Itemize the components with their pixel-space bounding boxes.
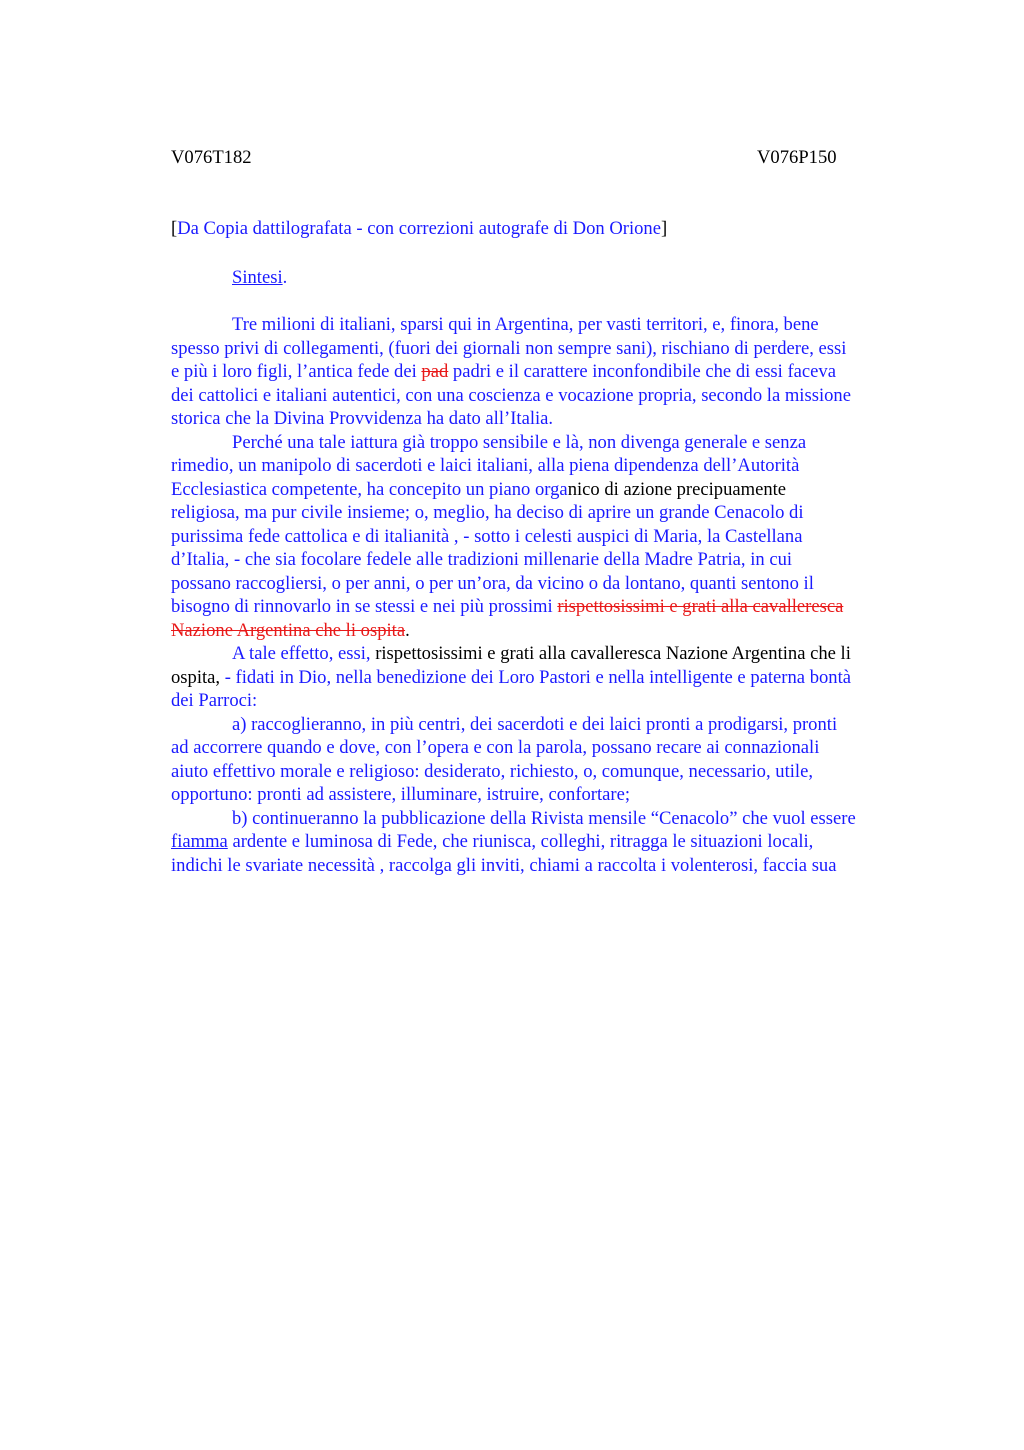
text-line: dei cattolici e italiani autentici, con una coscienza e vocazione propria, secondo la missione [171,384,851,406]
handwritten-insert: nico di azione precipuamente [567,478,787,500]
text-line [171,360,927,384]
text-segment: padri e il carattere inconfondibile che di essi faceva [448,361,836,382]
underlined-word: fiamma [171,831,228,852]
text-line: aiuto effettivo morale e religioso: desiderato, richiesto, o, comunque, necessario, utile, [171,760,813,782]
text-segment: bisogno di rinnovarlo in se stessi e nei più prossimi [171,596,558,617]
text-segment: Ecclesiastica competente, ha concepito un piano orga [171,478,568,500]
deleted-text: pad [421,361,449,382]
paragraph-5 [171,807,927,878]
text-line: d’Italia, - che sia focolare fedele alle tradizioni millenarie della Madre Patria, in cui [171,549,793,570]
text-line [171,478,927,502]
heading-title: Sintesi [232,267,283,288]
text-segment: ardente e luminosa di Fede, che riunisca, colleghi, ritragga le situazioni locali, [227,831,814,852]
document-code-right: V076P150 [757,147,837,168]
heading-punct: . [282,267,288,288]
text-line: ad accorrere quando e dove, con l’opera e con la parola, possano recare ai connazionali [171,737,820,758]
source-note-text: Da Copia dattilografata - con correzioni autografe di Don Orione [177,218,661,239]
document-body [171,313,927,877]
document-code-left: V076T182 [171,147,252,168]
text-line: indichi le svariate necessità , raccolga gli inviti, chiami a raccolta i volenterosi, faccia sua [171,854,837,876]
text-line: rimedio, un manipolo di sacerdoti e laici italiani, alla piena dipendenza dell’Autorità [171,455,800,476]
text-segment: e più i loro figli, l’antica fede dei [171,361,422,382]
text-line [171,619,927,643]
text-line: dei Parroci: [171,690,258,711]
deleted-text: Nazione Argentina che li ospita [171,619,406,641]
text-line [171,830,927,854]
text-line [171,666,927,690]
text-segment: - fidati in Dio, nella benedizione dei Loro Pastori e nella intelligente e paterna bontà [224,666,852,688]
text-line: b) continueranno la pubblicazione della Rivista mensile “Cenacolo” che vuol essere [232,807,856,829]
section-heading [232,266,287,290]
handwritten-insert: ospita, [171,666,225,688]
text-segment: . [405,619,410,641]
handwritten-insert: rispettosissimi e grati alla cavalleresca Nazione Argentina che li [375,643,851,664]
text-line: religiosa, ma pur civile insieme; o, meglio, ha deciso di aprire un grande Cenacolo di [171,502,804,523]
text-line [171,595,927,619]
text-line: Tre milioni di italiani, sparsi qui in Argentina, per vasti territori, e, finora, bene [232,314,819,335]
deleted-text: rispettosissimi e grati alla cavalleresca [557,596,844,617]
text-line: purissima fede cattolica e di italianità , - sotto i celesti auspici di Maria, la Castellana [171,525,803,547]
source-note [171,217,931,241]
text-line: spesso privi di collegamenti, (fuori dei giornali non sempre sani), rischiano di perdere, essi [171,337,847,359]
text-line: possano raccogliersi, o per anni, o per un’ora, da vicino o da lontano, quanti sentono il [171,572,814,594]
text-line: Perché una tale iattura già troppo sensibile e là, non divenga generale e senza [232,431,807,453]
text-segment: A tale effetto, essi, [232,643,376,664]
source-close-bracket: ] [660,218,668,239]
paragraph-4 [171,713,927,807]
text-line: opportuno: pronti ad assistere, illuminare, istruire, confortare; [171,784,631,805]
text-line [171,642,927,666]
source-open-bracket: [ [171,218,178,239]
paragraph-1 [171,313,927,431]
paragraph-3 [171,642,927,713]
paragraph-2 [171,431,927,643]
text-line: a) raccoglieranno, in più centri, dei sacerdoti e dei laici pronti a prodigarsi, pronti [232,713,838,735]
text-line: storica che la Divina Provvidenza ha dato all’Italia. [171,408,554,429]
